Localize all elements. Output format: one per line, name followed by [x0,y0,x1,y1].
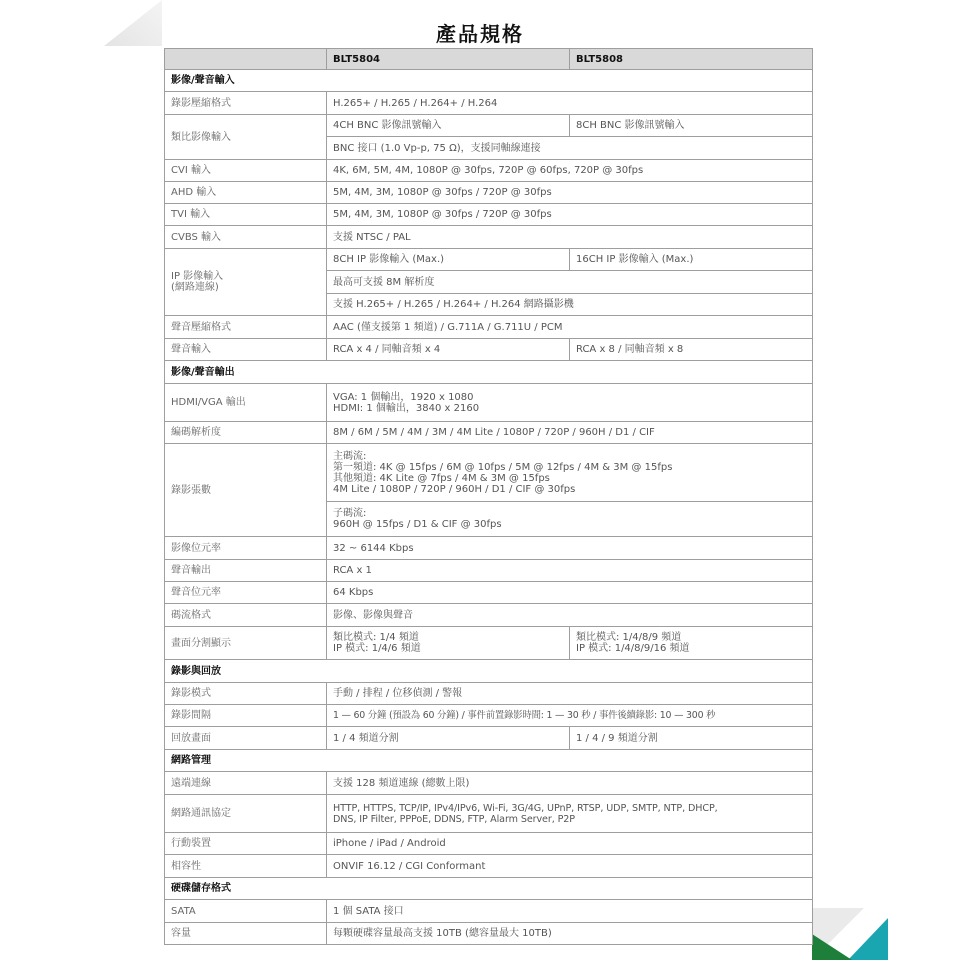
row-key: 錄影間隔 [165,705,327,727]
section-row [165,660,813,683]
table-row [165,560,813,582]
row-value: 最高可支援 8M 解析度 [327,271,813,294]
row-value-b: RCA x 8 / 同軸音頻 x 8 [570,339,813,361]
row-key: 影像位元率 [165,537,327,560]
row-value: 每顆硬碟容量最高支援 10TB (總容量最大 10TB) [327,923,813,945]
table-row [165,384,813,422]
page-title: 產品規格 [436,22,524,46]
row-value: 64 Kbps [327,582,813,604]
header-blank [165,49,327,70]
row-key: HDMI/VGA 輸出 [165,384,327,422]
table-row [165,422,813,444]
row-value: VGA: 1 個輸出，1920 x 1080 HDMI: 1 個輸出，3840 x 2160 [327,384,813,422]
row-key: 錄影張數 [165,444,327,537]
section-title: 影像/聲音輸入 [165,70,813,92]
row-key: 編碼解析度 [165,422,327,444]
table-row [165,444,813,502]
row-key: IP 影像輸入 (網路連線) [165,249,327,316]
table-row [165,727,813,750]
row-key: 網路通訊協定 [165,795,327,833]
row-value-a: 類比模式: 1/4 頻道 IP 模式: 1/4/6 頻道 [327,627,570,660]
row-value-b: 8CH BNC 影像訊號輸入 [570,115,813,137]
section-title: 影像/聲音輸出 [165,361,813,384]
table-header-row [165,49,813,70]
spec-table [164,48,813,945]
row-key: TVI 輸入 [165,204,327,226]
table-row [165,582,813,604]
table-row [165,316,813,339]
row-key: 遠端連線 [165,772,327,795]
header-model-a: BLT5804 [327,49,570,70]
table-row [165,182,813,204]
row-value: 支援 H.265+ / H.265 / H.264+ / H.264 網路攝影機 [327,294,813,316]
section-row [165,878,813,900]
corner-decoration-teal [848,918,888,960]
row-value: 主碼流: 第一頻道: 4K @ 15fps / 6M @ 10fps / 5M @ 12fps / 4M & 3M @ 15fps 其他頻道: 4K Lite @ 7fps / 4M & 3M @ 15fps 4M Lite / 1080P / 720P / 960H / D1 / CIF @ 30fps [327,444,813,502]
table-row [165,627,813,660]
row-key: 聲音位元率 [165,582,327,604]
row-value: 4K, 6M, 5M, 4M, 1080P @ 30fps, 720P @ 60fps, 720P @ 30fps [327,160,813,182]
row-key: 回放畫面 [165,727,327,750]
row-key: 容量 [165,923,327,945]
section-title: 錄影與回放 [165,660,813,683]
row-key: 錄影模式 [165,683,327,705]
row-value: 1 個 SATA 接口 [327,900,813,923]
row-key: 類比影像輸入 [165,115,327,160]
table-row [165,683,813,705]
row-value: RCA x 1 [327,560,813,582]
row-value-a: 1 / 4 頻道分割 [327,727,570,750]
row-value: 子碼流: 960H @ 15fps / D1 & CIF @ 30fps [327,502,813,537]
row-key: CVI 輸入 [165,160,327,182]
row-value: 32 ~ 6144 Kbps [327,537,813,560]
row-value: AAC (僅支援第 1 頻道) / G.711A / G.711U / PCM [327,316,813,339]
table-row [165,339,813,361]
row-value: 影像、影像與聲音 [327,604,813,627]
table-row [165,115,813,137]
row-key: 相容性 [165,855,327,878]
row-key: 聲音輸入 [165,339,327,361]
row-value: 支援 128 頻道連線 (總數上限) [327,772,813,795]
table-row [165,92,813,115]
row-key: AHD 輸入 [165,182,327,204]
section-row [165,70,813,92]
row-key: 碼流格式 [165,604,327,627]
row-value: 5M, 4M, 3M, 1080P @ 30fps / 720P @ 30fps [327,182,813,204]
row-value: HTTP, HTTPS, TCP/IP, IPv4/IPv6, Wi-Fi, 3G/4G, UPnP, RTSP, UDP, SMTP, NTP, DHCP, DNS, IP Filter, PPPoE, DDNS, FTP, Alarm Server, P2P [327,795,813,833]
row-value-a: 8CH IP 影像輸入 (Max.) [327,249,570,271]
table-row [165,249,813,271]
table-row [165,855,813,878]
section-row [165,361,813,384]
row-value: BNC 接口 (1.0 Vp-p, 75 Ω)，支援同軸線連接 [327,137,813,160]
row-value-a: 4CH BNC 影像訊號輸入 [327,115,570,137]
row-key: 行動裝置 [165,833,327,855]
table-row [165,160,813,182]
row-key: SATA [165,900,327,923]
row-value-b: 類比模式: 1/4/8/9 頻道 IP 模式: 1/4/8/9/16 頻道 [570,627,813,660]
table-row [165,604,813,627]
table-row [165,833,813,855]
row-key: 畫面分割顯示 [165,627,327,660]
table-row [165,795,813,833]
table-row [165,705,813,727]
row-key: CVBS 輸入 [165,226,327,249]
table-row [165,226,813,249]
row-value-a: RCA x 4 / 同軸音頻 x 4 [327,339,570,361]
row-value-b: 16CH IP 影像輸入 (Max.) [570,249,813,271]
row-value: 8M / 6M / 5M / 4M / 3M / 4M Lite / 1080P / 720P / 960H / D1 / CIF [327,422,813,444]
table-row [165,204,813,226]
table-row [165,923,813,945]
table-row [165,537,813,560]
row-value: ONVIF 16.12 / CGI Conformant [327,855,813,878]
table-row [165,900,813,923]
row-value: iPhone / iPad / Android [327,833,813,855]
section-title: 網路管理 [165,750,813,772]
row-key: 錄影壓縮格式 [165,92,327,115]
row-value: 支援 NTSC / PAL [327,226,813,249]
row-value: 手動 / 排程 / 位移偵測 / 警報 [327,683,813,705]
row-key: 聲音壓縮格式 [165,316,327,339]
row-value-b: 1 / 4 / 9 頻道分割 [570,727,813,750]
row-key: 聲音輸出 [165,560,327,582]
section-row [165,750,813,772]
row-value: 1 — 60 分鐘 (預設為 60 分鐘) / 事件前置錄影時間: 1 — 30 秒 / 事件後續錄影: 10 — 300 秒 [327,705,813,727]
table-row [165,772,813,795]
header-model-b: BLT5808 [570,49,813,70]
section-title: 硬碟儲存格式 [165,878,813,900]
row-value: 5M, 4M, 3M, 1080P @ 30fps / 720P @ 30fps [327,204,813,226]
row-value: H.265+ / H.265 / H.264+ / H.264 [327,92,813,115]
